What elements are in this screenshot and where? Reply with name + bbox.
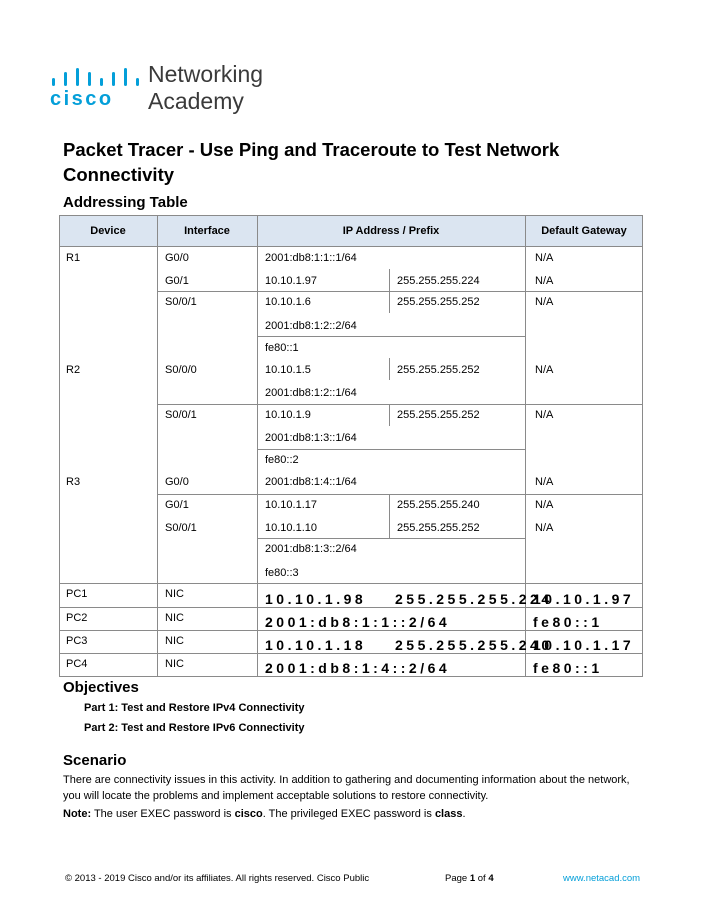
logo-cisco-text: cisco	[50, 88, 114, 110]
cisco-bars-icon	[50, 66, 142, 88]
objectives-heading: Objectives	[63, 679, 139, 696]
cell-device: PC1	[66, 588, 88, 600]
header-interface: Interface	[184, 225, 230, 237]
cell-ip: 10.10.1.17	[265, 499, 317, 511]
cell-gateway: N/A	[535, 409, 554, 421]
cell-gateway: N/A	[535, 476, 554, 488]
pc-ip: 10.10.1.98	[265, 591, 367, 607]
header-gateway: Default Gateway	[541, 225, 627, 237]
pc-mask: 255.255.255.224	[395, 591, 553, 607]
cell-interface: S0/0/1	[165, 296, 197, 308]
header-ip: IP Address / Prefix	[342, 225, 440, 237]
cell-gateway: N/A	[535, 499, 554, 511]
row-line	[157, 404, 643, 405]
cell-device: R2	[66, 364, 81, 376]
cell-interface: G0/1	[165, 275, 189, 287]
cell-interface: G0/1	[165, 499, 189, 511]
row-line	[59, 653, 643, 654]
mask-col-line	[389, 494, 390, 516]
cell-ip: fe80::2	[265, 454, 299, 466]
mask-col-line	[389, 516, 390, 538]
row-line	[257, 538, 525, 539]
cell-ip: 10.10.1.6	[265, 296, 311, 308]
cell-interface: NIC	[165, 658, 184, 670]
cell-interface: NIC	[165, 588, 184, 600]
cell-ip: 2001:db8:1:1::1/64	[265, 252, 357, 264]
cell-interface: G0/0	[165, 476, 189, 488]
row-line	[157, 494, 643, 495]
cell-ip: 2001:db8:1:2::2/64	[265, 320, 357, 332]
note-paragraph	[63, 806, 643, 822]
cell-gateway: N/A	[535, 364, 554, 376]
mask-col-line	[389, 358, 390, 380]
cisco-networking-academy-logo	[50, 58, 290, 118]
footer-copyright: © 2013 - 2019 Cisco and/or its affiliates. All rights reserved. Cisco Public	[65, 873, 370, 884]
cell-interface: S0/0/1	[165, 522, 197, 534]
cell-device: R1	[66, 252, 81, 264]
objective-part-2: Part 2: Test and Restore IPv6 Connectivity	[84, 722, 305, 734]
cell-ip: 2001:db8:1:3::2/64	[265, 543, 357, 555]
cell-mask: 255.255.255.252	[397, 522, 480, 534]
cell-gateway: N/A	[535, 275, 554, 287]
cell-interface: S0/0/1	[165, 409, 197, 421]
page-current: 1	[469, 873, 476, 884]
pc-gateway: fe80::1	[533, 614, 603, 630]
note-text-3: .	[462, 808, 466, 820]
note-text-2: . The privileged EXEC password is	[262, 808, 435, 820]
note-label: Note:	[63, 808, 92, 820]
mask-col-line	[389, 404, 390, 426]
cell-device: PC3	[66, 635, 88, 647]
cell-ip: 10.10.1.10	[265, 522, 317, 534]
pc-gateway: 10.10.1.97	[533, 591, 635, 607]
cell-ip: 2001:db8:1:2::1/64	[265, 387, 357, 399]
header-device: Device	[90, 225, 126, 237]
scenario-text: There are connectivity issues in this activity. In addition to gathering and documenting information about the network, you will locate the problems and implement acceptable solutions to restore connectivity.	[63, 774, 630, 802]
cell-mask: 255.255.255.252	[397, 364, 480, 376]
pc-gateway: fe80::1	[533, 660, 603, 676]
cell-mask: 255.255.255.240	[397, 499, 480, 511]
cell-device: R3	[66, 476, 81, 488]
cell-ip: 10.10.1.9	[265, 409, 311, 421]
row-line	[59, 583, 643, 584]
cell-ip: fe80::1	[265, 342, 299, 354]
row-line	[257, 449, 525, 450]
pc-gateway: 10.10.1.17	[533, 637, 635, 653]
privileged-exec-password: class	[434, 808, 463, 820]
mask-col-line	[389, 269, 390, 291]
row-line	[59, 246, 643, 247]
row-line	[257, 336, 525, 337]
cell-gateway: N/A	[535, 252, 554, 264]
pc-ip: 2001:db8:1:4::2/64	[265, 660, 451, 676]
logo-line1: Networking	[148, 61, 264, 87]
cell-ip: 2001:db8:1:3::1/64	[265, 432, 357, 444]
cell-mask: 255.255.255.224	[397, 275, 480, 287]
table-border-bottom	[59, 676, 643, 677]
cell-mask: 255.255.255.252	[397, 296, 480, 308]
cell-ip: 2001:db8:1:4::1/64	[265, 476, 357, 488]
cell-interface: S0/0/0	[165, 364, 197, 376]
addressing-table	[59, 215, 643, 677]
cell-ip: 10.10.1.97	[265, 275, 317, 287]
mask-col-line	[389, 291, 390, 313]
cell-interface: G0/0	[165, 252, 189, 264]
cell-gateway: N/A	[535, 296, 554, 308]
cell-mask: 255.255.255.252	[397, 409, 480, 421]
logo-line2: Academy	[148, 88, 244, 114]
footer-page-number	[445, 873, 494, 884]
netacad-link[interactable]: www.netacad.com	[563, 873, 641, 884]
pc-ip: 2001:db8:1:1::2/64	[265, 614, 451, 630]
objective-part-1: Part 1: Test and Restore IPv4 Connectivity	[84, 702, 305, 714]
row-line	[59, 607, 643, 608]
cell-ip: fe80::3	[265, 567, 299, 579]
cell-interface: NIC	[165, 612, 184, 624]
user-exec-password: cisco	[234, 808, 263, 820]
cell-device: PC4	[66, 658, 88, 670]
cell-gateway: N/A	[535, 522, 554, 534]
cell-device: PC2	[66, 612, 88, 624]
page-prefix: Page	[445, 873, 470, 884]
row-line	[157, 291, 643, 292]
document-title: Packet Tracer - Use Ping and Traceroute to Test Network Connectivity	[63, 139, 560, 185]
addressing-table-heading: Addressing Table	[63, 194, 188, 211]
page-total: 4	[488, 873, 494, 884]
page-of: of	[475, 873, 489, 884]
cell-ip: 10.10.1.5	[265, 364, 311, 376]
cell-interface: NIC	[165, 635, 184, 647]
row-line	[59, 630, 643, 631]
scenario-heading: Scenario	[63, 752, 127, 769]
note-text-1: The user EXEC password is	[91, 808, 235, 820]
pc-ip: 10.10.1.18	[265, 637, 367, 653]
pc-mask: 255.255.255.240	[395, 637, 553, 653]
